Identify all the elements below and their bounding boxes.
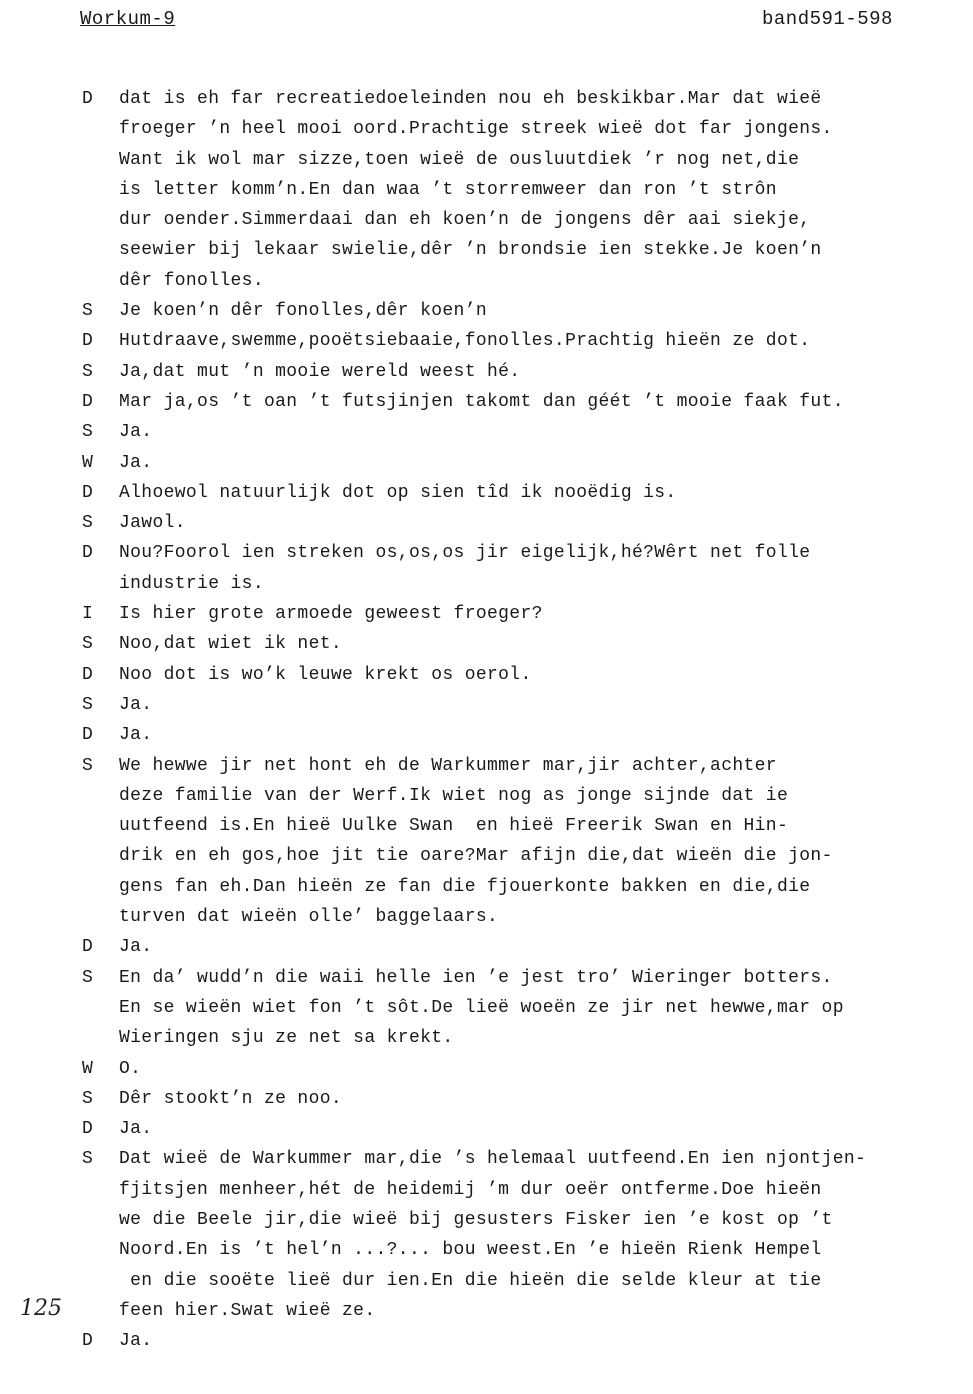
header-tape-range: band591-598 bbox=[762, 8, 893, 30]
utterance bbox=[119, 1084, 962, 1114]
utterance-line: Ja. bbox=[119, 694, 153, 715]
utterance-line: Hutdraave,swemme,pooëtsiebaaie,fonolles.Prachtig hieën ze dot. bbox=[119, 331, 811, 352]
utterance-line: Ja. bbox=[119, 422, 153, 443]
utterance bbox=[119, 387, 962, 417]
utterance-line: Ja. bbox=[119, 937, 153, 958]
utterance bbox=[119, 1114, 962, 1144]
dialogue-turn bbox=[82, 751, 962, 933]
utterance-line: En se wieën wiet fon ’t sôt.De lieë woeën ze jir net hewwe,mar op bbox=[119, 997, 844, 1018]
utterance-line: Mar ja,os ’t oan ’t futsjinjen takomt dan géét ’t mooie faak fut. bbox=[119, 391, 844, 412]
speaker-label: S bbox=[82, 1088, 93, 1109]
speaker-label: S bbox=[82, 361, 93, 382]
speaker-label: D bbox=[82, 664, 93, 685]
utterance-line: drik en eh gos,hoe jit tie oare?Mar afijn die,dat wieën die jon- bbox=[119, 846, 833, 867]
utterance-line: industrie is. bbox=[119, 573, 264, 594]
dialogue-turn bbox=[82, 357, 962, 387]
speaker-label: D bbox=[82, 331, 93, 352]
utterance-line: Dat wieë de Warkummer mar,die ’s helemaal uutfeend.En ien njontjen- bbox=[119, 1149, 867, 1170]
utterance bbox=[119, 296, 962, 326]
utterance bbox=[119, 1326, 962, 1356]
utterance bbox=[119, 751, 962, 933]
speaker-label: S bbox=[82, 513, 93, 534]
utterance-line: En da’ wudd’n die waii helle ien ’e jest tro’ Wieringer botters. bbox=[119, 967, 833, 988]
utterance-line: Je koen’n dêr fonolles,dêr koen’n bbox=[119, 301, 488, 322]
speaker-label: W bbox=[82, 1058, 93, 1079]
utterance bbox=[119, 508, 962, 538]
dialogue-turn bbox=[82, 84, 962, 296]
speaker-label: W bbox=[82, 452, 93, 473]
utterance-line: dat is eh far recreatiedoeleinden nou eh beskikbar.Mar dat wieë bbox=[119, 89, 822, 109]
utterance bbox=[119, 599, 962, 629]
utterance bbox=[119, 963, 962, 1054]
utterance-line: Noord.En is ’t hel’n ...?... bou weest.En ’e hieën Rienk Hempel bbox=[119, 1240, 822, 1261]
speaker-label: D bbox=[82, 543, 93, 564]
utterance bbox=[119, 932, 962, 962]
utterance bbox=[119, 629, 962, 659]
utterance-line: Ja. bbox=[119, 452, 153, 473]
dialogue-turn bbox=[82, 1054, 962, 1084]
utterance-line: seewier bij lekaar swielie,dêr ’n brondsie ien stekke.Je koen’n bbox=[119, 240, 822, 261]
speaker-label: S bbox=[82, 422, 93, 443]
utterance bbox=[119, 417, 962, 447]
speaker-label: D bbox=[82, 391, 93, 412]
speaker-label: S bbox=[82, 634, 93, 655]
dialogue-turn bbox=[82, 387, 962, 417]
utterance-line: deze familie van der Werf.Ik wiet nog as jonge sijnde dat ie bbox=[119, 785, 789, 806]
dialogue-turn bbox=[82, 629, 962, 659]
speaker-label: S bbox=[82, 694, 93, 715]
speaker-label: D bbox=[82, 937, 93, 958]
dialogue-turn bbox=[82, 296, 962, 326]
utterance bbox=[119, 720, 962, 750]
dialogue-turn bbox=[82, 508, 962, 538]
dialogue-turn bbox=[82, 660, 962, 690]
speaker-label: I bbox=[82, 604, 93, 625]
utterance-line: Ja. bbox=[119, 1119, 153, 1140]
speaker-label: D bbox=[82, 725, 93, 746]
utterance-line: is letter komm’n.En dan waa ’t storremweer dan ron ’t strôn bbox=[119, 179, 777, 200]
utterance bbox=[119, 357, 962, 387]
dialogue-turn bbox=[82, 690, 962, 720]
utterance-line: Want ik wol mar sizze,toen wieë de ousluutdiek ’r nog net,die bbox=[119, 149, 800, 170]
utterance-line: fjitsjen menheer,hét de heidemij ’m dur oeër ontferme.Doe hieën bbox=[119, 1179, 822, 1200]
utterance bbox=[119, 84, 962, 296]
dialogue-turn bbox=[82, 599, 962, 629]
transcript-body bbox=[82, 84, 962, 1356]
utterance-line: Ja,dat mut ’n mooie wereld weest hé. bbox=[119, 361, 521, 382]
utterance bbox=[119, 660, 962, 690]
dialogue-turn bbox=[82, 417, 962, 447]
utterance-line: Wieringen sju ze net sa krekt. bbox=[119, 1028, 454, 1049]
utterance bbox=[119, 1054, 962, 1084]
utterance-line: Dêr stookt’n ze noo. bbox=[119, 1088, 343, 1109]
utterance bbox=[119, 326, 962, 356]
utterance-line: We hewwe jir net hont eh de Warkummer mar,jir achter,achter bbox=[119, 755, 777, 776]
utterance bbox=[119, 538, 962, 599]
dialogue-turn bbox=[82, 963, 962, 1054]
handwritten-margin-number: 125 bbox=[20, 1296, 62, 1321]
dialogue-turn bbox=[82, 1144, 962, 1326]
utterance-line: Ja. bbox=[119, 725, 153, 746]
header-location: Workum-9 bbox=[80, 8, 176, 30]
speaker-label: S bbox=[82, 967, 93, 988]
utterance-line: gens fan eh.Dan hieën ze fan die fjouerkonte bakken en die,die bbox=[119, 876, 811, 897]
utterance-line: we die Beele jir,die wieë bij gesusters Fisker ien ’e kost op ’t bbox=[119, 1209, 833, 1230]
speaker-label: S bbox=[82, 755, 93, 776]
dialogue-turn bbox=[82, 720, 962, 750]
utterance-line: Ja. bbox=[119, 1331, 153, 1352]
utterance-line: dur oender.Simmerdaai dan eh koen’n de jongens dêr aai siekje, bbox=[119, 210, 811, 231]
speaker-label: D bbox=[82, 482, 93, 503]
utterance bbox=[119, 1144, 962, 1326]
speaker-label: D bbox=[82, 89, 93, 109]
utterance-line: dêr fonolles. bbox=[119, 270, 264, 291]
dialogue-turn bbox=[82, 538, 962, 599]
utterance bbox=[119, 448, 962, 478]
utterance-line: Noo dot is wo’k leuwe krekt os oerol. bbox=[119, 664, 532, 685]
utterance-line: O. bbox=[119, 1058, 142, 1079]
speaker-label: S bbox=[82, 301, 93, 322]
speaker-label: D bbox=[82, 1119, 93, 1140]
speaker-label: S bbox=[82, 1149, 93, 1170]
dialogue-turn bbox=[82, 326, 962, 356]
utterance-line: froeger ’n heel mooi oord.Prachtige streek wieë dot far jongens. bbox=[119, 119, 833, 140]
dialogue-turn bbox=[82, 1326, 962, 1356]
utterance-line: Is hier grote armoede geweest froeger? bbox=[119, 604, 543, 625]
dialogue-turn bbox=[82, 932, 962, 962]
utterance-line: Jawol. bbox=[119, 513, 186, 534]
utterance-line: turven dat wieën olle’ baggelaars. bbox=[119, 907, 499, 928]
utterance-line: uutfeend is.En hieë Uulke Swan en hieë Freerik Swan en Hin- bbox=[119, 816, 789, 837]
utterance bbox=[119, 690, 962, 720]
dialogue-turn bbox=[82, 478, 962, 508]
speaker-label: D bbox=[82, 1331, 93, 1352]
utterance-line: Alhoewol natuurlijk dot op sien tîd ik nooëdig is. bbox=[119, 482, 677, 503]
dialogue-turn bbox=[82, 1114, 962, 1144]
utterance-line: Nou?Foorol ien streken os,os,os jir eigelijk,hé?Wêrt net folle bbox=[119, 543, 811, 564]
dialogue-turn bbox=[82, 448, 962, 478]
utterance-line: feen hier.Swat wieë ze. bbox=[119, 1300, 376, 1321]
utterance-line: en die sooëte lieë dur ien.En die hieën die selde kleur at tie bbox=[119, 1270, 822, 1291]
utterance-line: Noo,dat wiet ik net. bbox=[119, 634, 343, 655]
utterance bbox=[119, 478, 962, 508]
dialogue-turn bbox=[82, 1084, 962, 1114]
